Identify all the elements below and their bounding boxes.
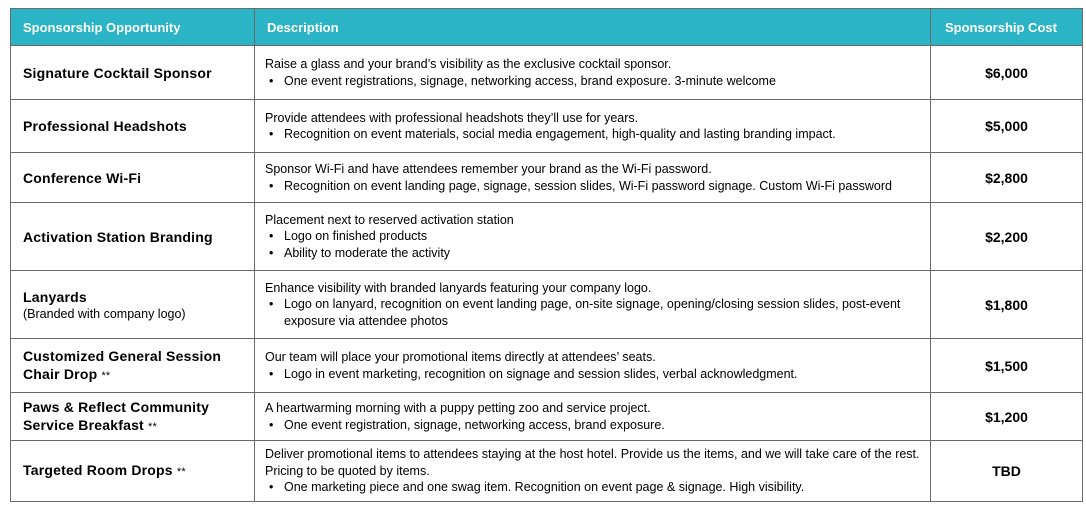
cost-cell: $6,000: [931, 46, 1083, 100]
description-cell: [255, 441, 931, 502]
table-row: [11, 339, 1083, 393]
table-row: [11, 46, 1083, 100]
cost-cell: $5,000: [931, 100, 1083, 153]
table-row: [11, 441, 1083, 502]
cost-cell: $2,800: [931, 153, 1083, 203]
description-cell: [255, 271, 931, 339]
opportunity-cell: [11, 100, 255, 153]
description-intro: Provide attendees with professional headshots they’ll use for years.: [265, 110, 639, 125]
footnote-marker: **: [101, 369, 111, 382]
opportunity-cell: [11, 153, 255, 203]
description-intro: Placement next to reserved activation station: [265, 212, 514, 227]
opportunity-cell: [11, 339, 255, 393]
opportunity-name: Conference Wi-Fi: [23, 169, 142, 186]
opportunity-name: Activation Station Branding: [23, 228, 213, 245]
cost-cell: $1,200: [931, 393, 1083, 441]
cost-cell: $1,800: [931, 271, 1083, 339]
benefit-item: • Logo on lanyard, recognition on event landing page, on-site signage, opening/closing session slides, post-event exposure via attendee photos: [265, 296, 920, 329]
benefit-item: • One event registrations, signage, networking access, brand exposure. 3-minute welcome: [265, 73, 920, 90]
opportunity-name: Customized General Session Chair Drop: [23, 347, 222, 382]
description-cell: [255, 203, 931, 271]
benefit-list: [265, 228, 920, 261]
description-cell: [255, 393, 931, 441]
sponsorship-table: [10, 8, 1083, 502]
opportunity-name: Signature Cocktail Sponsor: [23, 64, 212, 81]
description-intro: A heartwarming morning with a puppy petting zoo and service project.: [265, 401, 651, 415]
header-description: Description: [255, 9, 931, 46]
footnote-marker: **: [176, 466, 186, 478]
description-cell: [255, 153, 931, 203]
opportunity-cell: [11, 393, 255, 441]
cost-cell: $2,200: [931, 203, 1083, 271]
benefit-item: • Logo in event marketing, recognition on signage and session slides, verbal acknowledgment.: [265, 366, 920, 383]
cost-cell: TBD: [931, 441, 1083, 502]
benefit-item: • Ability to moderate the activity: [265, 245, 920, 262]
opportunity-name: Targeted Room Drops: [23, 462, 173, 478]
description-intro: Our team will place your promotional items directly at attendees’ seats.: [265, 350, 656, 364]
opportunity-name: Paws & Reflect Community Service Breakfast: [23, 398, 210, 433]
benefit-item: • One marketing piece and one swag item. Recognition on event page & signage. High visibility.: [265, 479, 920, 496]
description-intro: Deliver promotional items to attendees staying at the host hotel. Provide us the items, and we will take care of the rest. Pricing to be quoted by items.: [265, 447, 920, 478]
opportunity-cell: [11, 203, 255, 271]
benefit-list: [265, 417, 920, 434]
benefit-item: • Logo on finished products: [265, 228, 920, 245]
benefit-item: • One event registration, signage, networking access, brand exposure.: [265, 417, 920, 434]
table-row: [11, 393, 1083, 441]
opportunity-cell: [11, 441, 255, 502]
opportunity-cell: [11, 271, 255, 339]
benefit-list: [265, 126, 920, 143]
footnote-marker: **: [148, 420, 157, 433]
description-intro: Sponsor Wi-Fi and have attendees remember your brand as the Wi-Fi password.: [265, 162, 712, 176]
table-row: [11, 271, 1083, 339]
table-row: [11, 203, 1083, 271]
benefit-list: [265, 479, 920, 496]
benefit-list: [265, 73, 920, 90]
description-intro: Raise a glass and your brand’s visibility as the exclusive cocktail sponsor.: [265, 57, 672, 71]
opportunity-subtitle: (Branded with company logo): [23, 306, 186, 321]
benefit-list: [265, 366, 920, 383]
table-header-row: [11, 9, 1083, 46]
header-opportunity: Sponsorship Opportunity: [11, 9, 255, 46]
opportunity-cell: [11, 46, 255, 100]
benefit-list: [265, 296, 920, 329]
table-row: [11, 153, 1083, 203]
cost-cell: $1,500: [931, 339, 1083, 393]
opportunity-name: Professional Headshots: [23, 118, 187, 134]
benefit-item: • Recognition on event materials, social media engagement, high-quality and lasting branding impact.: [265, 126, 920, 143]
description-cell: [255, 339, 931, 393]
opportunity-name: Lanyards: [23, 288, 87, 305]
table-row: [11, 100, 1083, 153]
header-cost: Sponsorship Cost: [931, 9, 1083, 46]
benefit-list: [265, 178, 920, 195]
description-cell: [255, 100, 931, 153]
description-cell: [255, 46, 931, 100]
benefit-item: • Recognition on event landing page, signage, session slides, Wi-Fi password signage. Custom Wi-Fi password: [265, 178, 920, 195]
description-intro: Enhance visibility with branded lanyards featuring your company logo.: [265, 280, 652, 295]
